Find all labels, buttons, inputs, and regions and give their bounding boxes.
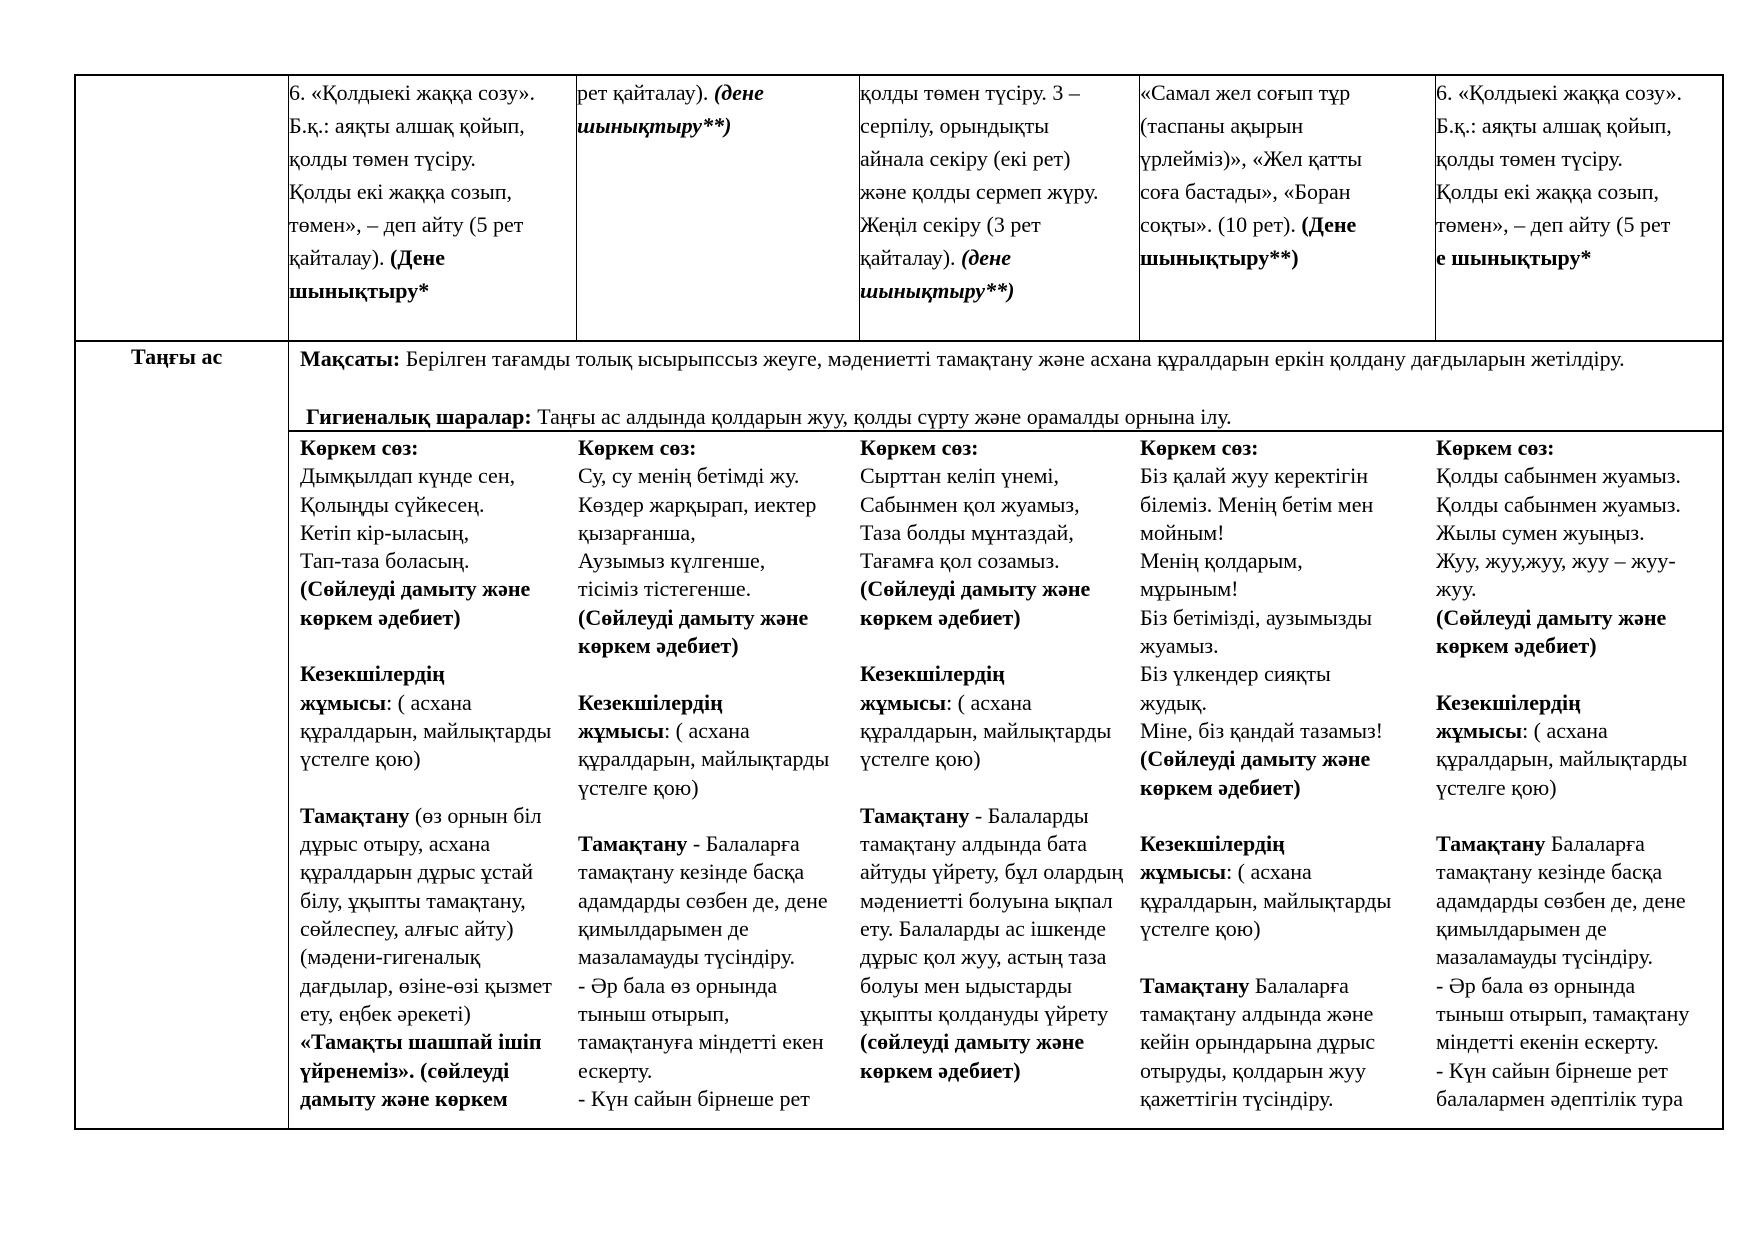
goal-text	[300, 344, 1720, 373]
column-line: кейін орындарына дұрыс	[1140, 1029, 1376, 1055]
column-line: көркем әдебиет)	[1436, 633, 1597, 659]
top-cell-line: соқты». (10 рет). (Дене	[1140, 212, 1357, 237]
column-line: Қолды сабынмен жуамыз.	[1436, 463, 1681, 489]
column-line	[1436, 802, 1722, 830]
column-line: Сабынмен қол жуамыз,	[860, 491, 1080, 517]
top-cell-line: Жеңіл секіру (3 рет	[860, 212, 1041, 237]
column-line: дамыту және көркем	[300, 1085, 508, 1111]
column-line: тамақтану кезінде басқа	[1436, 859, 1663, 885]
column-line: мазаламауды түсіндіру.	[1436, 944, 1654, 970]
column-line: Таза болды мұнтаздай,	[860, 519, 1074, 545]
top-cell-line: шынықтыру**)	[860, 278, 1015, 303]
top-cell-line: айнала секіру (екі рет)	[860, 146, 1071, 171]
column-line: - Әр бала өз орнында	[1436, 972, 1636, 998]
column-line: болуы мен ыдыстарды	[860, 972, 1072, 998]
column-line: мойным!	[1140, 519, 1225, 545]
day-column-1	[300, 434, 575, 1128]
column-line: - Әр бала өз орнында	[578, 972, 778, 998]
column-line: тыныш отырып,	[578, 1000, 730, 1026]
column-line: жудық.	[1140, 689, 1207, 715]
top-cell-4	[1140, 76, 1434, 338]
column-line	[578, 802, 858, 830]
column-line: Кезекшілердің	[1436, 689, 1581, 715]
day-column-5	[1436, 434, 1722, 1128]
top-cell-line: (таспаны ақырын	[1140, 113, 1304, 138]
top-cell-line: е шынықтыру*	[1436, 245, 1592, 270]
column-line: Көркем сөз:	[1436, 435, 1555, 460]
column-line: қимылдарымен де	[578, 916, 749, 942]
column-line	[1140, 802, 1434, 830]
column-line: білеміз. Менің бетім мен	[1140, 491, 1374, 517]
column-line: үйренеміз». (сөйлеуді	[300, 1057, 510, 1083]
top-cell-line: үрлейміз)», «Жел қатты	[1140, 146, 1363, 171]
column-line: Біз қалай жуу керектігін	[1140, 463, 1369, 489]
column-line: жұмысы: ( асхана	[578, 717, 750, 743]
column-line: мұрыным!	[1140, 576, 1239, 602]
top-cell-line: 6. «Қолдыекі жаққа созу».	[1436, 80, 1683, 105]
column-line: Көркем сөз:	[300, 435, 419, 460]
column-line: тісіміз тістегенше.	[578, 576, 752, 602]
column-line: жұмысы: ( асхана	[1140, 859, 1312, 885]
hygiene-body: Таңғы ас алдында қолдарын жуу, қолды сүрту және орамалды орнына ілу.	[531, 404, 1232, 429]
top-cell-line: серпілу, орындықты	[860, 113, 1050, 138]
column-line: Су, су менің бетімді жу.	[578, 463, 800, 489]
column-line: көркем әдебиет)	[860, 604, 1021, 630]
column-line: Біз бетімізді, аузымызды	[1140, 604, 1373, 630]
top-cell-3	[860, 76, 1138, 338]
column-line: мәдениетті болуына ықпал	[860, 887, 1113, 913]
day-column-3	[860, 434, 1138, 1128]
column-line: көркем әдебиет)	[1140, 774, 1301, 800]
column-line: - Күн сайын бірнеше рет	[578, 1085, 810, 1111]
column-line: Көркем сөз:	[860, 435, 979, 460]
column-line: Сырттан келіп үнемі,	[860, 463, 1060, 489]
column-line: - Күн сайын бірнеше рет	[1436, 1057, 1668, 1083]
column-line: айтуды үйрету, бұл олардың	[860, 859, 1124, 885]
column-line: үстелге қою)	[1436, 774, 1557, 800]
column-line: көркем әдебиет)	[860, 1057, 1021, 1083]
column-line: ету. Балаларды ас ішкенде	[860, 916, 1107, 942]
top-cell-line: Б.қ.: аяқты алшақ қойып,	[289, 113, 525, 138]
top-cell-line: шынықтыру*	[289, 278, 430, 303]
top-cell-line: қайталау). (дене	[860, 245, 1012, 270]
column-line	[860, 632, 1138, 660]
column-line: адамдарды сөзбен де, дене	[1436, 887, 1686, 913]
column-line: (Сөйлеуді дамыту және	[1140, 746, 1371, 772]
column-line: (мәдени-гигеналық	[300, 944, 481, 970]
column-line: Қолды сабынмен жуамыз.	[1436, 491, 1681, 517]
column-line: білу, ұқыпты тамақтану,	[300, 887, 526, 913]
column-line: Тамақтану Балаларға	[1436, 831, 1645, 857]
column-line: тамақтануға міндетті екен	[578, 1029, 824, 1055]
top-cell-1	[289, 76, 575, 338]
column-line: (Сөйлеуді дамыту және	[860, 576, 1091, 602]
top-cell-line: Қолды екі жаққа созып,	[289, 179, 513, 204]
column-line: Дымқылдап күнде сен,	[300, 463, 516, 489]
top-cell-line: рет қайталау). (дене	[577, 80, 764, 105]
top-cell-line: қайталау). (Дене	[289, 245, 445, 270]
column-line: дағдылар, өзіне-өзі қызмет	[300, 972, 552, 998]
hygiene-text	[306, 404, 1232, 430]
column-line: Тамақтану (өз орнын біл	[300, 802, 542, 828]
column-line: құралдарын, майлықтарды	[860, 717, 1112, 743]
column-line: Тамақтану Балаларға	[1140, 972, 1349, 998]
goal-body: Берілген тағамды толық ысырыпссыз жеуге, мәдениетті тамақтану және асхана құралдарын еркін қолдану дағдыларын жетілдіру.	[400, 346, 1625, 371]
top-cell-line: және қолды сермеп жүру.	[860, 179, 1099, 204]
column-line: Менің қолдарым,	[1140, 548, 1303, 574]
column-line	[1436, 660, 1722, 688]
column-line: Қолыңды сүйкесең.	[300, 491, 485, 517]
day-column-4	[1140, 434, 1434, 1128]
column-line: үстелге қою)	[300, 746, 421, 772]
grid-line	[288, 430, 1724, 432]
column-line: тамақтану кезінде басқа	[578, 859, 805, 885]
column-line: сөйлеспеу, алғыс айту)	[300, 916, 514, 942]
top-cell-line: шынықтыру**)	[577, 113, 732, 138]
column-line: құралдарын дұрыс ұстай	[300, 859, 534, 885]
column-line: Тамақтану - Балаларға	[578, 831, 800, 857]
column-line: үстелге қою)	[860, 746, 981, 772]
column-line: Аузымыз күлгенше,	[578, 548, 766, 574]
top-cell-line: «Самал жел соғып тұр	[1140, 80, 1351, 105]
top-cell-line: төмен», – деп айту (5 рет	[1436, 212, 1671, 237]
column-line: (Сөйлеуді дамыту және	[578, 604, 809, 630]
column-line: дұрыс қол жуу, астың таза	[860, 944, 1107, 970]
column-line: Кезекшілердің	[860, 661, 1005, 687]
column-line: құралдарын, майлықтарды	[578, 746, 830, 772]
top-cell-line: Қолды екі жаққа созып,	[1436, 179, 1660, 204]
column-line: тамақтану алдында бата	[860, 831, 1087, 857]
column-line: құралдарын, майлықтарды	[1436, 746, 1688, 772]
column-line: Кезекшілердің	[578, 689, 723, 715]
column-line: ету, еңбек әрекеті)	[300, 1000, 471, 1026]
column-line: Кетіп кір-ыласың,	[300, 519, 470, 545]
column-line: көркем әдебиет)	[578, 633, 739, 659]
top-cell-2	[577, 76, 858, 338]
column-line: Тамақтану - Балаларды	[860, 802, 1089, 828]
column-line	[300, 774, 575, 802]
top-cell-line: төмен», – деп айту (5 рет	[289, 212, 524, 237]
column-line: қызарғанша,	[578, 519, 696, 545]
column-line: Көркем сөз:	[578, 435, 697, 460]
grid-line	[74, 340, 1724, 342]
column-line: Біз үлкендер сияқты	[1140, 661, 1331, 687]
column-line: тыныш отырып, тамақтану	[1436, 1000, 1690, 1026]
column-line: тамақтану алдында және	[1140, 1000, 1374, 1026]
column-line: ескерту.	[578, 1057, 653, 1083]
hygiene-label: Гигиеналық шаралар:	[306, 404, 532, 429]
column-line: жұмысы: ( асхана	[300, 689, 472, 715]
column-line: балалармен әдептілік тура	[1436, 1085, 1684, 1111]
column-line: құралдарын, майлықтарды	[300, 717, 552, 743]
column-line: үстелге қою)	[578, 774, 699, 800]
column-line: жұмысы: ( асхана	[860, 689, 1032, 715]
column-line: міндетті екенін ескерту.	[1436, 1029, 1659, 1055]
top-cell-5	[1436, 76, 1722, 338]
row-label: Таңғы ас	[131, 344, 223, 369]
top-cell-line: Б.қ.: аяқты алшақ қойып,	[1436, 113, 1672, 138]
column-line: Жуу, жуу,жуу, жуу – жуу-	[1436, 548, 1676, 574]
column-line: жұмысы: ( асхана	[1436, 717, 1608, 743]
column-line: (сөйлеуді дамыту және	[860, 1029, 1085, 1055]
column-line: Тап-таза боласың.	[300, 548, 470, 574]
column-line	[578, 660, 858, 688]
column-line: құралдарын, майлықтарды	[1140, 887, 1392, 913]
column-line: адамдарды сөзбен де, дене	[578, 887, 828, 913]
top-cell-line: соға бастады», «Боран	[1140, 179, 1351, 204]
goal-label: Мақсаты:	[300, 346, 401, 371]
column-line: ұқыпты қолдануды үйрету	[860, 1000, 1109, 1026]
column-line: қимылдарымен де	[1436, 916, 1607, 942]
column-line	[860, 774, 1138, 802]
column-line: үстелге қою)	[1140, 916, 1261, 942]
column-line: Көздер жарқырап, иектер	[578, 491, 817, 517]
column-line: дұрыс отыру, асхана	[300, 831, 491, 857]
column-line: Көркем сөз:	[1140, 435, 1259, 460]
column-line: Тағамға қол созамыз.	[860, 548, 1060, 574]
column-line: Жылы сумен жуыңыз.	[1436, 519, 1645, 545]
column-line: Кезекшілердің	[1140, 831, 1285, 857]
column-line: қажеттігін түсіндіру.	[1140, 1085, 1334, 1111]
column-line: «Тамақты шашпай ішіп	[300, 1029, 542, 1055]
column-line: жуу.	[1436, 576, 1477, 602]
column-line: Міне, біз қандай тазамыз!	[1140, 717, 1383, 743]
day-column-2	[578, 434, 858, 1128]
column-line: Кезекшілердің	[300, 661, 445, 687]
top-cell-line: қолды төмен түсіру.	[1436, 146, 1623, 171]
column-line: мазаламауды түсіндіру.	[578, 944, 796, 970]
column-line	[1140, 943, 1434, 971]
top-cell-line: шынықтыру**)	[1140, 245, 1299, 270]
column-line: отыруды, қолдарын жуу	[1140, 1057, 1366, 1083]
top-cell-line: 6. «Қолдыекі жаққа созу».	[289, 80, 536, 105]
top-cell-line: қолды төмен түсіру.	[289, 146, 476, 171]
column-line: жуамыз.	[1140, 633, 1219, 659]
column-line: (Сөйлеуді дамыту және	[300, 576, 531, 602]
column-line: (Сөйлеуді дамыту және	[1436, 604, 1667, 630]
column-line	[300, 632, 575, 660]
top-cell-line: қолды төмен түсіру. 3 –	[860, 80, 1080, 105]
column-line: көркем әдебиет)	[300, 604, 461, 630]
